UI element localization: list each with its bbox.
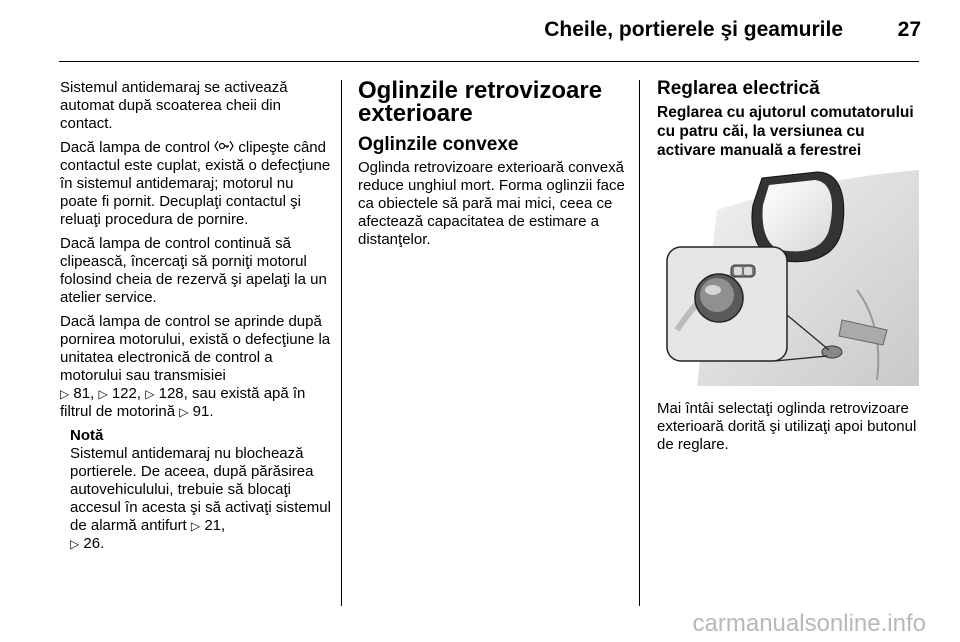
paragraph-lamp-continues: Dacă lampa de control continuă să clipească, încercaţi să porniţi motorul folosind cheia de rezervă şi apelaţi la un atelier service.: [60, 235, 327, 306]
paragraph-lamp-lights: Dacă lampa de control se aprinde după pornirea motorului, există o defecţiune la unitatea electronică de control a motorului sau transmisiei ▷ 81, ▷ 122, ▷ 128, sau există apă în filtrul de motorină ▷ 91.: [60, 313, 331, 420]
page-ref[interactable]: 122: [111, 385, 137, 402]
column-mirrors: [358, 79, 630, 255]
watermark-text: carmanualsonline.info: [692, 610, 926, 637]
column-immobiliser: [60, 79, 332, 553]
paragraph-activation: Sistemul antidemaraj se activează automat după scoaterea cheii din contact.: [60, 79, 288, 132]
page-ref-arrow-icon: ▷: [60, 387, 70, 401]
page-ref[interactable]: 26: [83, 535, 101, 552]
page-ref[interactable]: 128: [158, 385, 184, 402]
figure-caption: Mai întâi selectaţi oglinda retrovizoare exterioară dorită şi utilizaţi apoi butonul de reglare.: [657, 400, 917, 453]
page-ref-arrow-icon: ▷: [98, 387, 108, 401]
paragraph-lamp-flashing: [60, 139, 332, 229]
immobiliser-icon: [214, 141, 234, 155]
page-ref-arrow-icon: ▷: [70, 537, 80, 551]
header-rule: [59, 61, 919, 62]
note-box: [70, 427, 332, 553]
note-text: Sistemul antidemaraj nu blochează portierele. De aceea, după părăsirea autovehiculului, trebuie să blocaţi accesul în acesta şi să activaţi sistemul de alarmă antifurt ▷ 21, ▷ 26.: [70, 445, 331, 552]
column-divider: [639, 80, 640, 606]
text: Dacă lampa de control se aprinde după pornirea motorului, există o defecţiune la unitatea electronică de control a motorului sau transmisiei: [60, 313, 331, 384]
page-ref[interactable]: 21: [204, 517, 221, 534]
note-title: Notă: [70, 427, 104, 444]
subheading-four-way-switch: Reglarea cu ajutorul comutatorului cu patru căi, la versiunea cu activare manuală a ferestrei: [657, 104, 914, 159]
page-header-title: Cheile, portierele şi geamurile: [544, 18, 843, 41]
text: Dacă lampa de control: [60, 139, 215, 156]
page-ref-arrow-icon: ▷: [179, 405, 189, 419]
page-ref[interactable]: 91: [192, 403, 210, 420]
page-ref-arrow-icon: ▷: [145, 387, 155, 401]
column-electric-adjustment: [657, 79, 923, 460]
subheading-convex-mirrors: Oglinzile convexe: [358, 134, 519, 155]
page-ref-arrow-icon: ▷: [190, 519, 201, 533]
paragraph-convex-mirror: Oglinda retrovizoare exterioară convexă reduce unghiul mort. Forma oglinzii face ca obiectele să pară mai mici, ceea ce afectează capacitatea de estimare a distanţelor.: [358, 159, 625, 248]
section-heading-mirrors: Oglinzile retrovizoare exterioare: [358, 77, 603, 127]
text: clipeşte când contactul este cuplat, există o defecţiune în sistemul antidemaraj; motorul nu poate fi pornit. Decuplaţi contactul şi reluaţi procedura de pornire.: [60, 139, 331, 228]
column-divider: [341, 80, 342, 606]
mirror-switch-illustration: [657, 170, 919, 386]
page-number: 27: [897, 18, 921, 41]
subheading-electric-adjustment: Reglarea electrică: [657, 78, 820, 99]
text: Sistemul antidemaraj nu blochează portierele. De aceea, după părăsirea autovehiculului, trebuie să blocaţi accesul în acesta şi să activaţi sistemul de alarmă antifurt: [70, 445, 331, 534]
text: , sau există apă în filtrul de motorină: [60, 385, 306, 420]
page-ref[interactable]: 81: [73, 385, 91, 402]
